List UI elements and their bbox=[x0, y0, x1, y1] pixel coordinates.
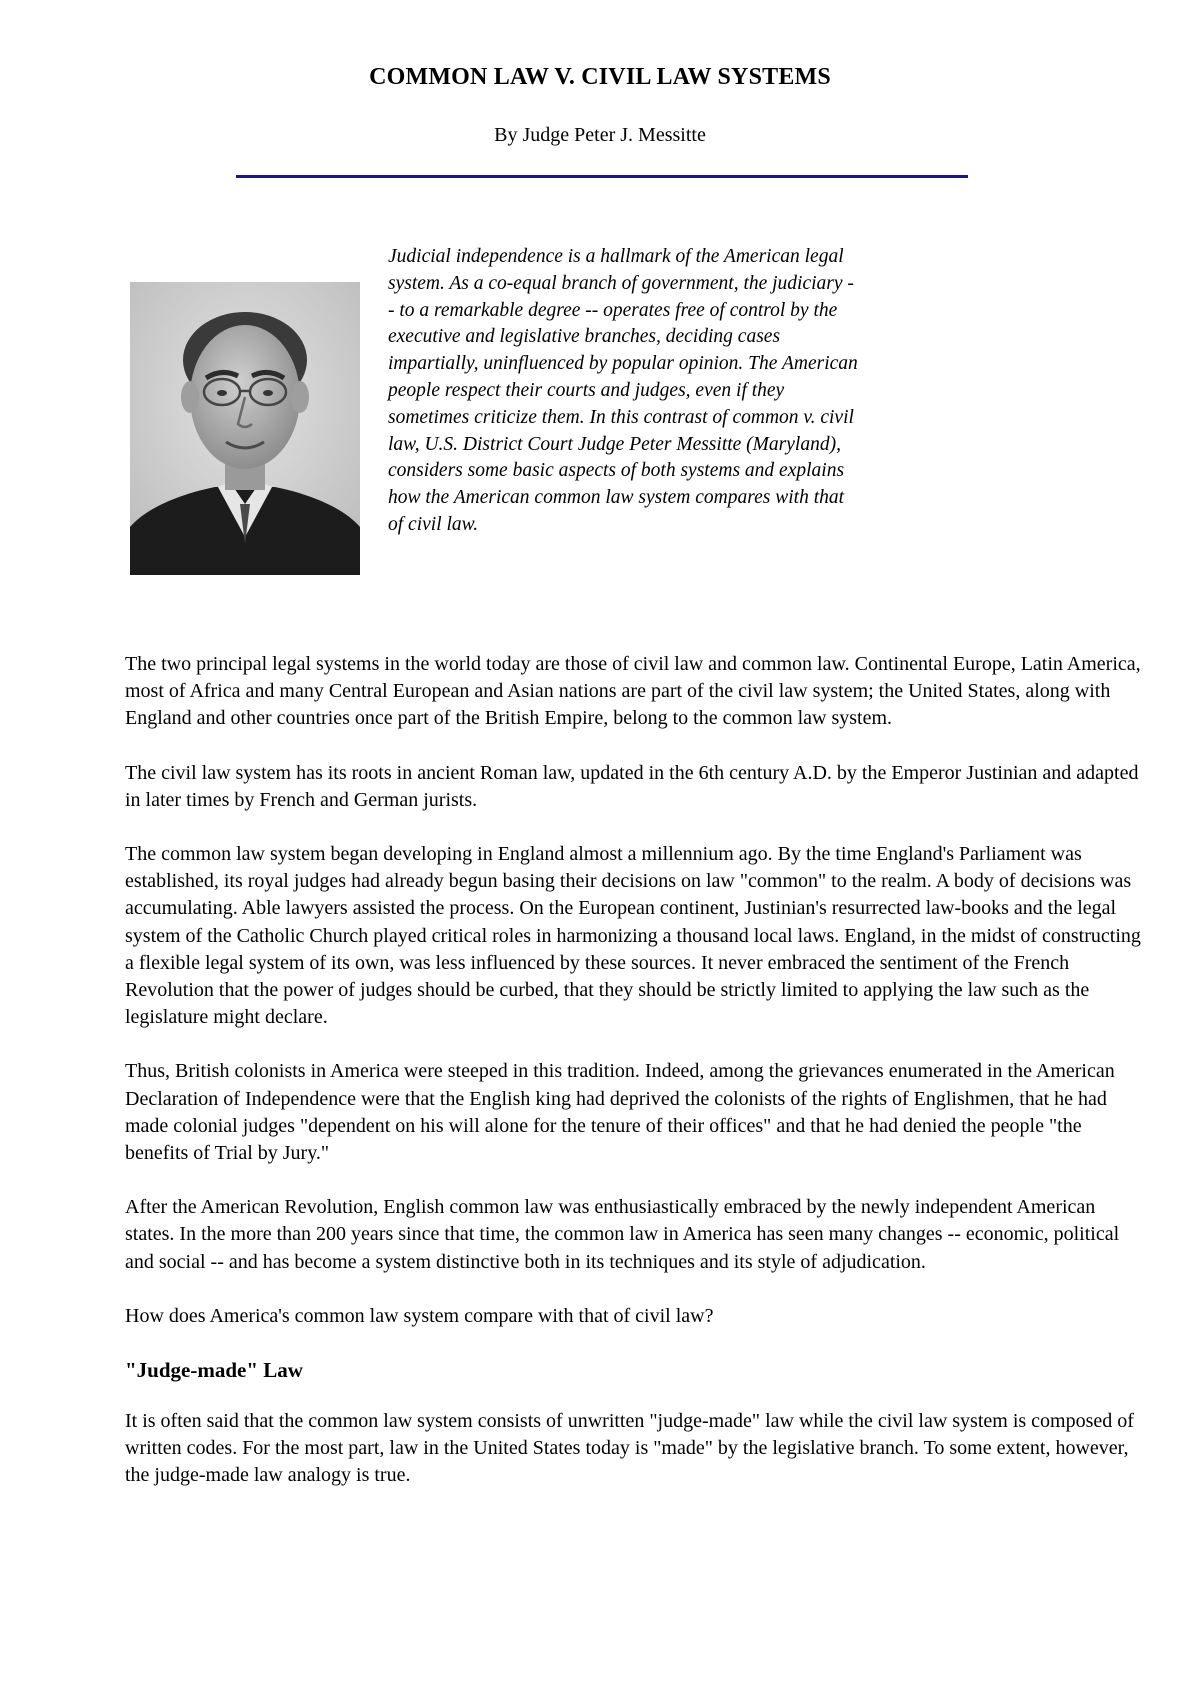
intro-abstract: Judicial independence is a hallmark of the American legal system. As a co-equal branch of government, the judiciary -- to a remarkable degree -- operates free of control by the executive and legislative branches, deciding cases impartially, uninfluenced by popular opinion. The American people respect their courts and judges, even if they sometimes criticize them. In this contrast of common v. civil law, U.S. District Court Judge Peter Messitte (Maryland), considers some basic aspects of both systems and explains how the American common law system compares with that of civil law. bbox=[388, 246, 858, 535]
article-body bbox=[125, 651, 1145, 1517]
body-paragraph: How does America's common law system compare with that of civil law? bbox=[125, 1304, 714, 1327]
section-heading: "Judge-made" Law bbox=[125, 1358, 303, 1383]
byline: By Judge Peter J. Messitte bbox=[494, 124, 706, 146]
document-title: COMMON LAW V. CIVIL LAW SYSTEMS bbox=[369, 64, 831, 90]
body-paragraph: The common law system began developing in England almost a millennium ago. By the time England's Parliament was established, its royal judges had already begun basing their decisions on law "common" to the realm. A body of decisions was accumulating. Able lawyers assisted the process. On the European continent, Justinian's resurrected law-books and the legal system of the Catholic Church played critical roles in harmonizing a thousand local laws. England, in the midst of constructing a flexible legal system of its own, was less influenced by these sources. It never embraced the sentiment of the French Revolution that the power of judges should be curbed, that they should be strictly limited to applying the law such as the legislature might declare. bbox=[125, 843, 1141, 1029]
judge-portrait-photo bbox=[130, 282, 360, 575]
body-paragraph: The two principal legal systems in the world today are those of civil law and common law. Continental Europe, Latin America, most of Africa and many Central European and Asian nations are part of the civil law system; the United States, along with England and other countries once part of the British Empire, belong to the common law system. bbox=[125, 653, 1141, 730]
body-paragraph: The civil law system has its roots in ancient Roman law, updated in the 6th century A.D. by the Emperor Justinian and adapted in later times by French and German jurists. bbox=[125, 761, 1139, 811]
body-paragraph: After the American Revolution, English common law was enthusiastically embraced by the newly independent American states. In the more than 200 years since that time, the common law in America has seen many changes -- economic, political and social -- and has become a system distinctive both in its techniques and its style of adjudication. bbox=[125, 1196, 1120, 1273]
body-paragraph: It is often said that the common law system consists of unwritten "judge-made" law while the civil law system is composed of written codes. For the most part, law in the United States today is "made" by the legislative branch. To some extent, however, the judge-made law analogy is true. bbox=[125, 1410, 1134, 1487]
body-paragraph: Thus, British colonists in America were steeped in this tradition. Indeed, among the grievances enumerated in the American Declaration of Independence were that the English king had deprived the colonists of the rights of Englishmen, that he had made colonial judges "dependent on his will alone for the tenure of their offices" and that he had denied the people "the benefits of Trial by Jury." bbox=[125, 1060, 1115, 1165]
header-divider bbox=[236, 175, 968, 178]
